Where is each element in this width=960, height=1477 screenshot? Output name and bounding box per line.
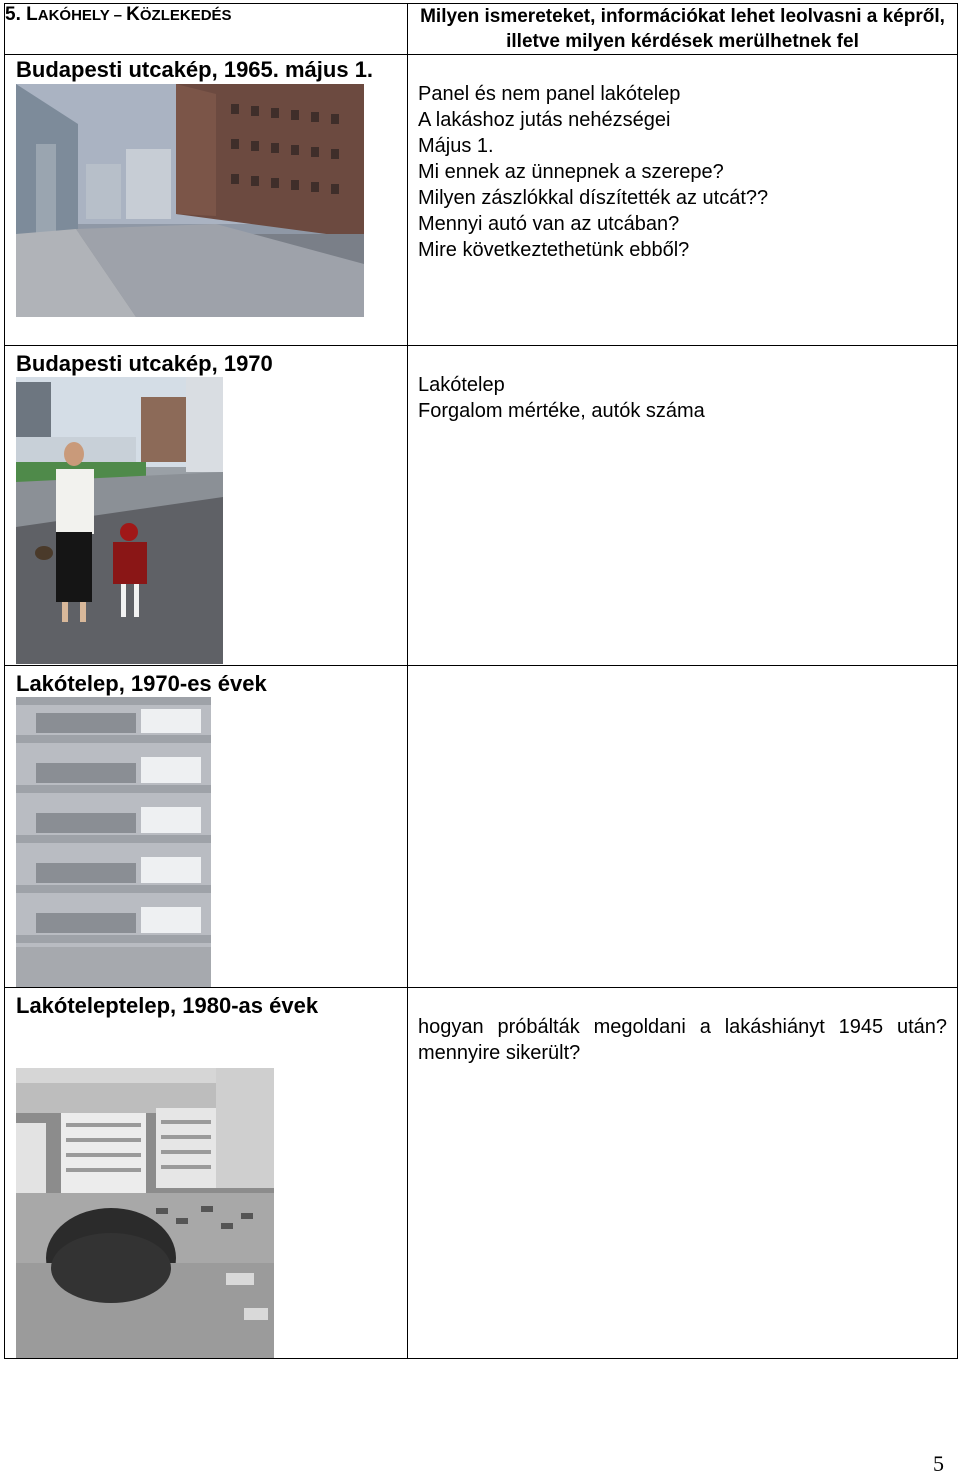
section-title-part: L [26, 4, 38, 25]
table-row [5, 988, 958, 1359]
section-heading [5, 4, 408, 55]
photo-cell [5, 55, 408, 346]
page-number: 5 [933, 1451, 944, 1476]
photo-cell [5, 346, 408, 666]
header-row [5, 4, 958, 55]
list-item: Milyen zászlókkal díszítették az utcát?? [418, 187, 769, 209]
list-item: Május 1. [418, 135, 494, 157]
photo-title: Budapesti utcakép, 1965. május 1. [16, 57, 374, 82]
question-column-heading: Milyen ismereteket, információkat lehet leolvasni a képről, illetve milyen kérdések merülhetnek fel [408, 4, 958, 55]
list-item: Panel és nem panel lakótelep [418, 83, 681, 105]
list-item: Mire következtethetünk ebből? [418, 239, 690, 261]
section-title-part: AKÓHELY [37, 7, 110, 24]
photo-cell [5, 666, 408, 988]
housing-estate-photo-1980s [16, 1068, 274, 1358]
questions-cell [408, 666, 958, 988]
section-title-part: K [126, 4, 140, 25]
list-item: Mi ennek az ünnepnek a szerepe? [418, 161, 724, 183]
photo-title: Budapesti utcakép, 1970 [16, 351, 273, 376]
questions-cell [408, 55, 958, 346]
photo-cell [5, 988, 408, 1359]
table-row [5, 55, 958, 346]
questions-cell [408, 988, 958, 1359]
questions-list [408, 55, 957, 263]
table-row [5, 346, 958, 666]
section-number: 5. [5, 4, 27, 25]
questions-cell [408, 346, 958, 666]
list-item: Lakótelep [418, 374, 505, 396]
list-item: Forgalom mértéke, autók száma [418, 400, 705, 422]
photo-title: Lakótelep, 1970-es évek [16, 671, 267, 696]
list-item: Mennyi autó van az utcában? [418, 213, 680, 235]
photo-title: Lakóteleptelep, 1980-as évek [16, 993, 319, 1018]
list-item: A lakáshoz jutás nehézségei [418, 109, 671, 131]
street-photo-1965 [16, 84, 364, 317]
table-row [5, 666, 958, 988]
question-text: hogyan próbálták megoldani a lakáshiányt 1945 után? mennyire sikerült? [418, 1016, 947, 1064]
section-title-dash: – [109, 7, 127, 24]
housing-estate-photo-1970s [16, 697, 211, 987]
section-title-part: ÖZLEKEDÉS [139, 7, 232, 24]
worksheet-table [4, 3, 958, 1359]
street-photo-1970 [16, 377, 223, 664]
questions-list [408, 346, 957, 424]
